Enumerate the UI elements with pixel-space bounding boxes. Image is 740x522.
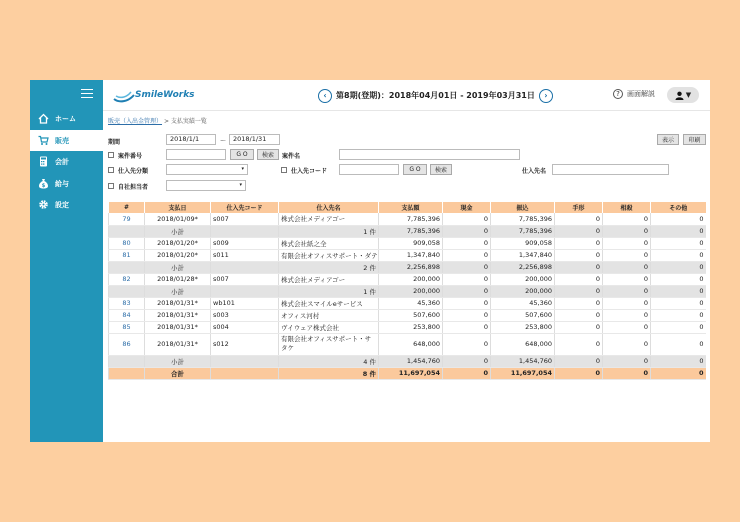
sidebar-item-label: ホーム bbox=[55, 114, 76, 123]
cell-cash: 0 bbox=[443, 273, 491, 285]
cell-other: 0 bbox=[651, 309, 706, 321]
cell-count: 1 件 bbox=[279, 225, 379, 237]
row-id-link[interactable]: 85 bbox=[109, 321, 145, 333]
cell-amount: 648,000 bbox=[379, 333, 443, 355]
table-row[interactable] bbox=[109, 333, 706, 355]
table-row[interactable] bbox=[109, 273, 706, 285]
column-header[interactable]: 仕入先コード bbox=[211, 202, 279, 213]
case-name-label: 案件名 bbox=[282, 153, 301, 160]
cell-date: 2018/01/31* bbox=[145, 333, 211, 355]
cell-supplier-code: s007 bbox=[211, 273, 279, 285]
row-id-link[interactable]: 83 bbox=[109, 297, 145, 309]
column-header[interactable]: 支払額 bbox=[379, 202, 443, 213]
cell-amount: 7,785,396 bbox=[379, 225, 443, 237]
cell-label: 小計 bbox=[145, 261, 211, 273]
cell-empty bbox=[211, 355, 279, 367]
cell-transfer: 1,454,760 bbox=[491, 355, 555, 367]
help-link[interactable] bbox=[613, 89, 655, 99]
cell-cash: 0 bbox=[443, 321, 491, 333]
cell-amount: 253,800 bbox=[379, 321, 443, 333]
cell-count: 2 件 bbox=[279, 261, 379, 273]
case-name-input[interactable] bbox=[339, 149, 520, 160]
cell-transfer: 507,600 bbox=[491, 309, 555, 321]
cell-cash: 0 bbox=[443, 261, 491, 273]
cell-label: 小計 bbox=[145, 285, 211, 297]
subtotal-row bbox=[109, 355, 706, 367]
supplier-search-button[interactable]: 検索 bbox=[430, 164, 452, 175]
cell-date: 2018/01/20* bbox=[145, 237, 211, 249]
cell-amount: 1,454,760 bbox=[379, 355, 443, 367]
help-icon: ? bbox=[613, 89, 623, 99]
prev-period-button[interactable] bbox=[318, 89, 332, 103]
case-no-checkbox[interactable] bbox=[108, 152, 114, 158]
cell-offset: 0 bbox=[603, 213, 651, 225]
cell-empty bbox=[211, 285, 279, 297]
cell-supplier-name: 有限会社オフィスサポート・ダテ bbox=[279, 249, 379, 261]
cell-supplier-name: オフィス河村 bbox=[279, 309, 379, 321]
cell-amount: 11,697,054 bbox=[379, 367, 443, 379]
cell-transfer: 648,000 bbox=[491, 333, 555, 355]
cell-supplier-name: 株式会社スマイルeサービス bbox=[279, 297, 379, 309]
cell-label: 合計 bbox=[145, 367, 211, 379]
case-search-button[interactable]: 検索 bbox=[257, 149, 279, 160]
cell-amount: 909,058 bbox=[379, 237, 443, 249]
cell-date: 2018/01/31* bbox=[145, 309, 211, 321]
print-button[interactable]: 印刷 bbox=[683, 134, 706, 145]
menu-icon[interactable] bbox=[81, 89, 93, 99]
supplier-class-checkbox[interactable] bbox=[108, 167, 114, 173]
cell-other: 0 bbox=[651, 333, 706, 355]
breadcrumb-separator: > bbox=[163, 118, 169, 125]
cell-transfer: 909,058 bbox=[491, 237, 555, 249]
supplier-class-label: 仕入先分類 bbox=[118, 168, 149, 175]
cell-transfer: 1,347,840 bbox=[491, 249, 555, 261]
next-period-button[interactable] bbox=[539, 89, 553, 103]
cell-transfer: 253,800 bbox=[491, 321, 555, 333]
date-to-input[interactable]: 2018/1/31 bbox=[229, 134, 280, 145]
cell-cash: 0 bbox=[443, 309, 491, 321]
cell-other: 0 bbox=[651, 321, 706, 333]
cell-offset: 0 bbox=[603, 237, 651, 249]
table-row[interactable] bbox=[109, 309, 706, 321]
cell-other: 0 bbox=[651, 237, 706, 249]
chevron-down-icon: ▼ bbox=[685, 91, 692, 99]
cell-transfer: 45,360 bbox=[491, 297, 555, 309]
sidebar-item-home[interactable] bbox=[30, 108, 103, 129]
period-selector bbox=[318, 88, 553, 103]
subtotal-row bbox=[109, 225, 706, 237]
row-id-link[interactable]: 81 bbox=[109, 249, 145, 261]
subtotal-row bbox=[109, 285, 706, 297]
cell-date: 2018/01/31* bbox=[145, 297, 211, 309]
cell-empty bbox=[109, 225, 145, 237]
cell-bill: 0 bbox=[555, 273, 603, 285]
cell-cash: 0 bbox=[443, 355, 491, 367]
sidebar-item-sales[interactable] bbox=[30, 130, 103, 151]
column-header[interactable]: その他 bbox=[651, 202, 706, 213]
cell-cash: 0 bbox=[443, 225, 491, 237]
cell-amount: 7,785,396 bbox=[379, 213, 443, 225]
subtotal-row bbox=[109, 261, 706, 273]
date-range-tilde: 〜 bbox=[220, 138, 227, 145]
cell-empty bbox=[211, 225, 279, 237]
date-from-input[interactable]: 2018/1/1 bbox=[166, 134, 216, 145]
cell-supplier-name: 株式会社メディアゴー bbox=[279, 213, 379, 225]
cell-offset: 0 bbox=[603, 333, 651, 355]
cell-amount: 1,347,840 bbox=[379, 249, 443, 261]
cell-bill: 0 bbox=[555, 297, 603, 309]
breadcrumb-current: 支払実績一覧 bbox=[170, 118, 207, 125]
cell-supplier-code: s007 bbox=[211, 213, 279, 225]
cell-date: 2018/01/31* bbox=[145, 321, 211, 333]
cell-bill: 0 bbox=[555, 333, 603, 355]
column-header[interactable]: # bbox=[109, 202, 145, 213]
table-row[interactable] bbox=[109, 297, 706, 309]
cell-cash: 0 bbox=[443, 249, 491, 261]
cell-bill: 0 bbox=[555, 321, 603, 333]
column-header[interactable]: 手形 bbox=[555, 202, 603, 213]
cell-offset: 0 bbox=[603, 367, 651, 379]
logo-mark-icon bbox=[113, 88, 135, 104]
period-label: 期間 bbox=[108, 139, 121, 146]
supplier-code-input[interactable] bbox=[339, 164, 399, 175]
breadcrumb bbox=[108, 116, 207, 125]
help-label: 画面解説 bbox=[627, 90, 655, 98]
row-id-link[interactable]: 79 bbox=[109, 213, 145, 225]
cell-offset: 0 bbox=[603, 309, 651, 321]
cell-offset: 0 bbox=[603, 355, 651, 367]
cell-transfer: 11,697,054 bbox=[491, 367, 555, 379]
column-header[interactable]: 振込 bbox=[491, 202, 555, 213]
cart-icon bbox=[38, 135, 49, 146]
sidebar-item-label: 会計 bbox=[55, 157, 69, 166]
cell-bill: 0 bbox=[555, 367, 603, 379]
case-no-label: 案件番号 bbox=[118, 153, 143, 160]
sidebar bbox=[30, 80, 103, 442]
cell-transfer: 7,785,396 bbox=[491, 225, 555, 237]
cell-label: 小計 bbox=[145, 225, 211, 237]
sidebar-item-label: 給与 bbox=[55, 179, 69, 188]
cell-other: 0 bbox=[651, 249, 706, 261]
cell-other: 0 bbox=[651, 273, 706, 285]
chevron-left-icon: ‹ bbox=[323, 90, 327, 100]
total-row bbox=[109, 367, 706, 379]
sidebar-item-accounting[interactable] bbox=[30, 151, 103, 172]
cell-label: 小計 bbox=[145, 355, 211, 367]
cell-bill: 0 bbox=[555, 309, 603, 321]
cell-count: 8 件 bbox=[279, 367, 379, 379]
cell-bill: 0 bbox=[555, 249, 603, 261]
cell-other: 0 bbox=[651, 225, 706, 237]
cell-supplier-code: s009 bbox=[211, 237, 279, 249]
table-row[interactable] bbox=[109, 237, 706, 249]
cell-offset: 0 bbox=[603, 249, 651, 261]
dropdown-arrow-icon: ▾ bbox=[241, 166, 244, 172]
cell-supplier-code: s011 bbox=[211, 249, 279, 261]
cell-offset: 0 bbox=[603, 225, 651, 237]
table-header-row bbox=[109, 202, 706, 213]
cell-bill: 0 bbox=[555, 213, 603, 225]
cell-offset: 0 bbox=[603, 285, 651, 297]
row-id-link[interactable]: 84 bbox=[109, 309, 145, 321]
table-row[interactable] bbox=[109, 249, 706, 261]
cell-supplier-name: ヴイウェア株式会社 bbox=[279, 321, 379, 333]
svg-text:$: $ bbox=[41, 183, 46, 189]
staff-label: 自社担当者 bbox=[118, 184, 149, 191]
dropdown-arrow-icon: ▾ bbox=[239, 182, 242, 188]
cell-bill: 0 bbox=[555, 225, 603, 237]
money-bag-icon bbox=[38, 178, 49, 189]
calculator-icon bbox=[38, 156, 49, 167]
cell-transfer: 2,256,898 bbox=[491, 261, 555, 273]
cell-empty bbox=[211, 261, 279, 273]
cell-cash: 0 bbox=[443, 285, 491, 297]
app-window bbox=[30, 80, 710, 442]
home-icon bbox=[38, 113, 49, 124]
chevron-right-icon: › bbox=[544, 90, 548, 100]
cell-bill: 0 bbox=[555, 261, 603, 273]
cell-offset: 0 bbox=[603, 321, 651, 333]
cell-offset: 0 bbox=[603, 261, 651, 273]
table-row[interactable] bbox=[109, 213, 706, 225]
user-menu-button[interactable] bbox=[667, 87, 699, 103]
cell-bill: 0 bbox=[555, 355, 603, 367]
period-text: 第8期(登期)：2018年04月01日 - 2019年03月31日 bbox=[336, 91, 535, 100]
cell-other: 0 bbox=[651, 213, 706, 225]
row-id-link[interactable]: 82 bbox=[109, 273, 145, 285]
supplier-name-input[interactable] bbox=[552, 164, 669, 175]
cell-cash: 0 bbox=[443, 297, 491, 309]
cell-date: 2018/01/09* bbox=[145, 213, 211, 225]
cell-supplier-code: wb101 bbox=[211, 297, 279, 309]
cell-amount: 2,256,898 bbox=[379, 261, 443, 273]
display-button[interactable]: 表示 bbox=[657, 134, 679, 145]
supplier-class-select[interactable] bbox=[166, 164, 248, 175]
header bbox=[103, 80, 710, 111]
cell-cash: 0 bbox=[443, 367, 491, 379]
cell-cash: 0 bbox=[443, 213, 491, 225]
cell-transfer: 200,000 bbox=[491, 285, 555, 297]
cell-count: 4 件 bbox=[279, 355, 379, 367]
breadcrumb-parent-link[interactable]: 販売（入出金管理） bbox=[108, 118, 163, 125]
cell-amount: 200,000 bbox=[379, 273, 443, 285]
cell-amount: 507,600 bbox=[379, 309, 443, 321]
cell-empty bbox=[109, 367, 145, 379]
logo-text: SmileWorks bbox=[135, 90, 195, 100]
cell-date: 2018/01/28* bbox=[145, 273, 211, 285]
cell-offset: 0 bbox=[603, 297, 651, 309]
cell-supplier-name: 株式会社紙之全 bbox=[279, 237, 379, 249]
column-header[interactable]: 相殺 bbox=[603, 202, 651, 213]
cell-date: 2018/01/20* bbox=[145, 249, 211, 261]
cell-count: 1 件 bbox=[279, 285, 379, 297]
row-id-link[interactable]: 80 bbox=[109, 237, 145, 249]
payment-table bbox=[108, 202, 706, 380]
column-header[interactable]: 仕入先名 bbox=[279, 202, 379, 213]
column-header[interactable]: 支払日 bbox=[145, 202, 211, 213]
sidebar-item-label: 設定 bbox=[55, 200, 69, 209]
cell-transfer: 200,000 bbox=[491, 273, 555, 285]
cell-cash: 0 bbox=[443, 333, 491, 355]
cell-empty bbox=[109, 355, 145, 367]
supplier-code-checkbox[interactable] bbox=[281, 167, 287, 173]
cell-supplier-code: s003 bbox=[211, 309, 279, 321]
cell-bill: 0 bbox=[555, 237, 603, 249]
cell-other: 0 bbox=[651, 355, 706, 367]
column-header[interactable]: 現金 bbox=[443, 202, 491, 213]
cell-amount: 45,360 bbox=[379, 297, 443, 309]
case-go-button[interactable]: G O bbox=[230, 149, 254, 160]
sidebar-item-label: 販売 bbox=[55, 136, 69, 145]
cell-empty bbox=[211, 367, 279, 379]
cell-supplier-name: 株式会社メディアゴー bbox=[279, 273, 379, 285]
sidebar-item-payroll[interactable] bbox=[30, 173, 103, 194]
supplier-code-label: 仕入先コード bbox=[291, 168, 328, 175]
cell-other: 0 bbox=[651, 261, 706, 273]
staff-checkbox[interactable] bbox=[108, 183, 114, 189]
cell-supplier-code: s012 bbox=[211, 333, 279, 355]
supplier-go-button[interactable]: G O bbox=[403, 164, 427, 175]
cell-empty bbox=[109, 285, 145, 297]
user-icon bbox=[675, 91, 684, 100]
gear-icon bbox=[38, 199, 49, 210]
cell-supplier-name: 有限会社オフィスサポート・サタケ bbox=[279, 333, 379, 355]
cell-empty bbox=[109, 261, 145, 273]
cell-other: 0 bbox=[651, 285, 706, 297]
table-row[interactable] bbox=[109, 321, 706, 333]
supplier-name-label: 仕入先名 bbox=[522, 168, 547, 175]
cell-other: 0 bbox=[651, 367, 706, 379]
cell-transfer: 7,785,396 bbox=[491, 213, 555, 225]
staff-select[interactable] bbox=[166, 180, 246, 191]
sidebar-item-settings[interactable] bbox=[30, 194, 103, 215]
cell-cash: 0 bbox=[443, 237, 491, 249]
case-no-input[interactable] bbox=[166, 149, 226, 160]
row-id-link[interactable]: 86 bbox=[109, 333, 145, 355]
logo[interactable] bbox=[113, 87, 203, 105]
cell-other: 0 bbox=[651, 297, 706, 309]
cell-bill: 0 bbox=[555, 285, 603, 297]
cell-amount: 200,000 bbox=[379, 285, 443, 297]
cell-offset: 0 bbox=[603, 273, 651, 285]
cell-supplier-code: s004 bbox=[211, 321, 279, 333]
